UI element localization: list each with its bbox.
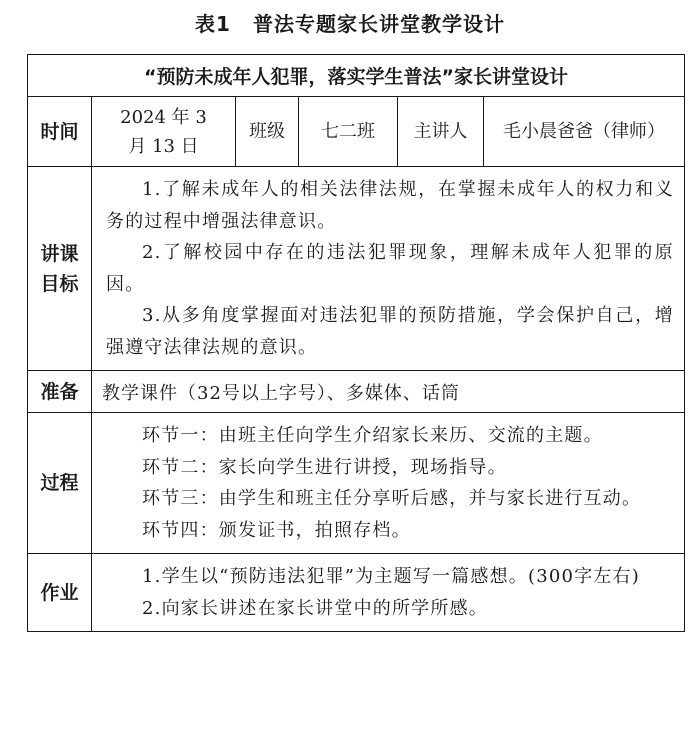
table-heading-row <box>28 55 685 97</box>
homework-row <box>28 554 685 632</box>
speaker-label: 主讲人 <box>398 97 484 167</box>
objectives-label-line2: 目标 <box>40 272 79 295</box>
process-step: 环节四：颁发证书，拍照存档。 <box>142 519 411 541</box>
time-value-line2: 月 13 日 <box>128 135 199 157</box>
speaker-value: 毛小晨爸爸（律师） <box>484 97 685 167</box>
process-content <box>92 413 685 554</box>
objectives-content <box>92 167 685 371</box>
homework-item: 1.学生以“预防违法犯罪”为主题写一篇感想。(300字左右) <box>142 566 640 587</box>
time-value <box>92 97 236 167</box>
process-step: 环节二：家长向学生进行讲授，现场指导。 <box>142 456 507 478</box>
time-value-line1: 2024 年 3 <box>120 106 207 128</box>
process-row <box>28 413 685 554</box>
time-label: 时间 <box>28 97 92 167</box>
objective-item: 3.从多角度掌握面对违法犯罪的预防措施，学会保护自己，增强遵守法律法规的意识。 <box>106 305 675 358</box>
homework-content <box>92 554 685 632</box>
class-label: 班级 <box>236 97 299 167</box>
process-step: 环节三：由学生和班主任分享听后感，并与家长进行互动。 <box>142 488 642 509</box>
info-row <box>28 97 685 167</box>
document-title <box>0 8 700 37</box>
table-number: 表1 <box>195 12 231 36</box>
objectives-label-line1: 讲课 <box>40 242 79 265</box>
table-title-text: 普法专题家长讲堂教学设计 <box>252 12 505 36</box>
process-step: 环节一：由班主任向学生介绍家长来历、交流的主题。 <box>142 425 603 446</box>
objectives-row <box>28 167 685 371</box>
objective-item: 1.了解未成年人的相关法律法规，在掌握未成年人的权力和义务的过程中增强法律意识。 <box>106 179 675 232</box>
class-value: 七二班 <box>299 97 398 167</box>
objectives-label <box>28 167 92 371</box>
preparation-content: 教学课件（32号以上字号）、多媒体、话筒 <box>92 371 685 413</box>
preparation-row <box>28 371 685 413</box>
homework-label: 作业 <box>28 554 92 632</box>
table-heading: “预防未成年人犯罪，落实学生普法”家长讲堂设计 <box>28 55 685 97</box>
preparation-label: 准备 <box>28 371 92 413</box>
lesson-design-table <box>27 54 685 632</box>
process-label: 过程 <box>28 413 92 554</box>
objective-item: 2.了解校园中存在的违法犯罪现象，理解未成年人犯罪的原因。 <box>106 242 675 295</box>
homework-item: 2.向家长讲述在家长讲堂中的所学所感。 <box>142 597 488 619</box>
